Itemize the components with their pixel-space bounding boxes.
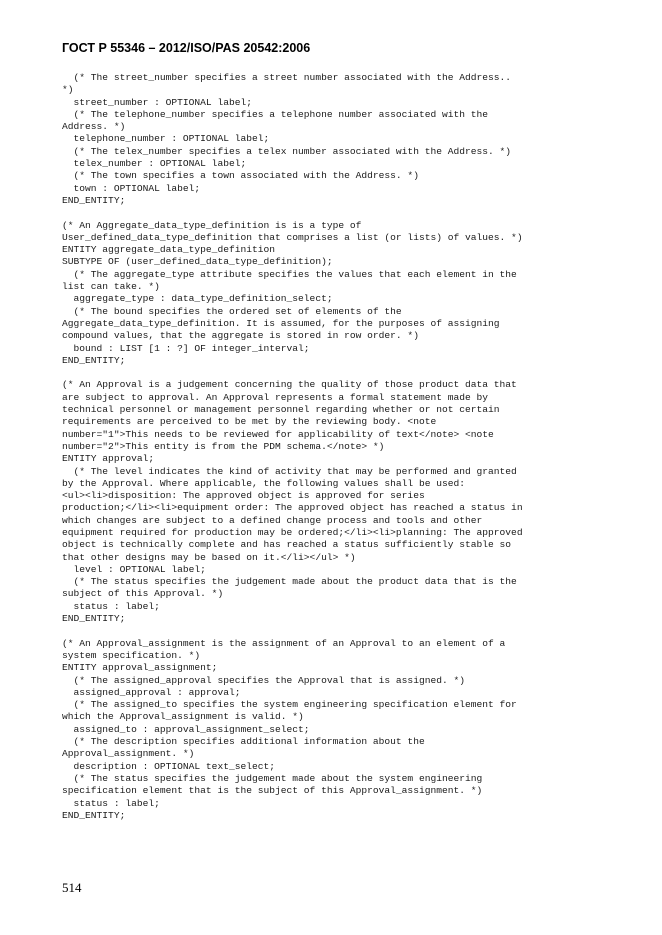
code-line: (* The assigned_approval specifies the Approval that is assigned. *)	[62, 674, 466, 686]
code-line: which changes are subject to a defined change process and tools and other	[62, 514, 483, 526]
code-line	[62, 207, 622, 219]
code-line: END_ENTITY;	[62, 194, 126, 206]
code-line: production;</li><li>equipment order: The approved object has reached a status in	[62, 502, 523, 514]
code-line: (* The aggregate_type attribute specifies the values that each element in the	[62, 268, 517, 280]
code-line: list can take. *)	[62, 281, 160, 293]
code-line: (* The telex_number specifies a telex number associated with the Address. *)	[62, 145, 512, 157]
code-line: Approval_assignment. *)	[62, 748, 195, 760]
code-line: (* The status specifies the judgement made about the system engineering	[62, 772, 483, 784]
code-line: status : label;	[62, 600, 160, 612]
code-line: which the Approval_assignment is valid. *)	[62, 711, 304, 723]
code-line	[62, 367, 622, 379]
code-line: specification element that is the subject of this Approval_assignment. *)	[62, 785, 483, 797]
code-line: (* The bound specifies the ordered set of elements of the	[62, 305, 402, 317]
code-line: that other designs may be based on it.</li></ul> *)	[62, 551, 356, 563]
code-line: (* The status specifies the judgement made about the product data that is the	[62, 576, 517, 588]
code-line: bound : LIST [1 : ?] OF integer_interval;	[62, 342, 310, 354]
code-line: compound values, that the aggregate is stored in row order. *)	[62, 330, 419, 342]
code-line: telephone_number : OPTIONAL label;	[62, 133, 270, 145]
code-line: (* The assigned_to specifies the system engineering specification element for	[62, 699, 517, 711]
code-line: are subject to approval. An Approval represents a formal statement made by	[62, 391, 489, 403]
code-line: END_ENTITY;	[62, 354, 126, 366]
code-line: object is technically complete and has reached a status sufficiently stable so	[62, 539, 512, 551]
code-line: (* The level indicates the kind of activity that may be performed and granted	[62, 465, 517, 477]
code-line: telex_number : OPTIONAL label;	[62, 158, 247, 170]
code-line: <ul><li>disposition: The approved object is approved for series	[62, 490, 425, 502]
code-line: ENTITY aggregate_data_type_definition	[62, 244, 276, 256]
code-line: SUBTYPE OF (user_defined_data_type_definition);	[62, 256, 333, 268]
code-line: (* The description specifies additional information about the	[62, 736, 425, 748]
code-line: assigned_approval : approval;	[62, 686, 241, 698]
code-line: ENTITY approval_assignment;	[62, 662, 218, 674]
code-line: (* The telephone_number specifies a telephone number associated with the	[62, 108, 489, 120]
code-line	[62, 625, 622, 637]
code-line: END_ENTITY;	[62, 809, 126, 821]
code-line: number="1">This needs to be reviewed for applicability of text</note> <note	[62, 428, 494, 440]
code-line: requirements are perceived to be met by the reviewing body. <note	[62, 416, 437, 428]
code-line: technical personnel or management personnel regarding whether or not certain	[62, 404, 500, 416]
code-line: (* An Aggregate_data_type_definition is is a type of	[62, 219, 362, 231]
code-line: Aggregate_data_type_definition. It is assumed, for the purposes of assigning	[62, 317, 500, 329]
code-line: subject of this Approval. *)	[62, 588, 224, 600]
code-line: (* An Approval_assignment is the assignment of an Approval to an element of a	[62, 637, 506, 649]
code-line: description : OPTIONAL text_select;	[62, 760, 276, 772]
code-line: by the Approval. Where applicable, the following values shall be used:	[62, 477, 466, 489]
code-line: status : label;	[62, 797, 160, 809]
code-line: (* The street_number specifies a street number associated with the Address..	[62, 72, 512, 83]
code-line: END_ENTITY;	[62, 613, 126, 625]
code-line: Address. *)	[62, 121, 126, 133]
express-code-listing	[62, 72, 622, 822]
code-line: assigned_to : approval_assignment_select;	[62, 723, 310, 735]
code-line: street_number : OPTIONAL label;	[62, 96, 252, 108]
code-line: equipment required for production may be ordered;</li><li>planning: The approved	[62, 526, 523, 538]
code-line: aggregate_type : data_type_definition_select;	[62, 293, 333, 305]
document-header: ГОСТ Р 55346 – 2012/ISO/PAS 20542:2006	[62, 41, 311, 55]
code-line: system specification. *)	[62, 649, 201, 661]
code-line: (* An Approval is a judgement concerning the quality of those product data that	[62, 379, 517, 391]
code-line: (* The town specifies a town associated with the Address. *)	[62, 170, 419, 182]
code-line: User_defined_data_type_definition that comprises a list (or lists) of values. *)	[62, 231, 523, 243]
code-line: level : OPTIONAL label;	[62, 563, 206, 575]
code-line: ENTITY approval;	[62, 453, 155, 465]
code-line: number="2">This entity is from the PDM schema.</note> *)	[62, 440, 385, 452]
code-line: *)	[62, 84, 74, 96]
code-line: town : OPTIONAL label;	[62, 182, 201, 194]
page-number: 514	[62, 880, 82, 895]
